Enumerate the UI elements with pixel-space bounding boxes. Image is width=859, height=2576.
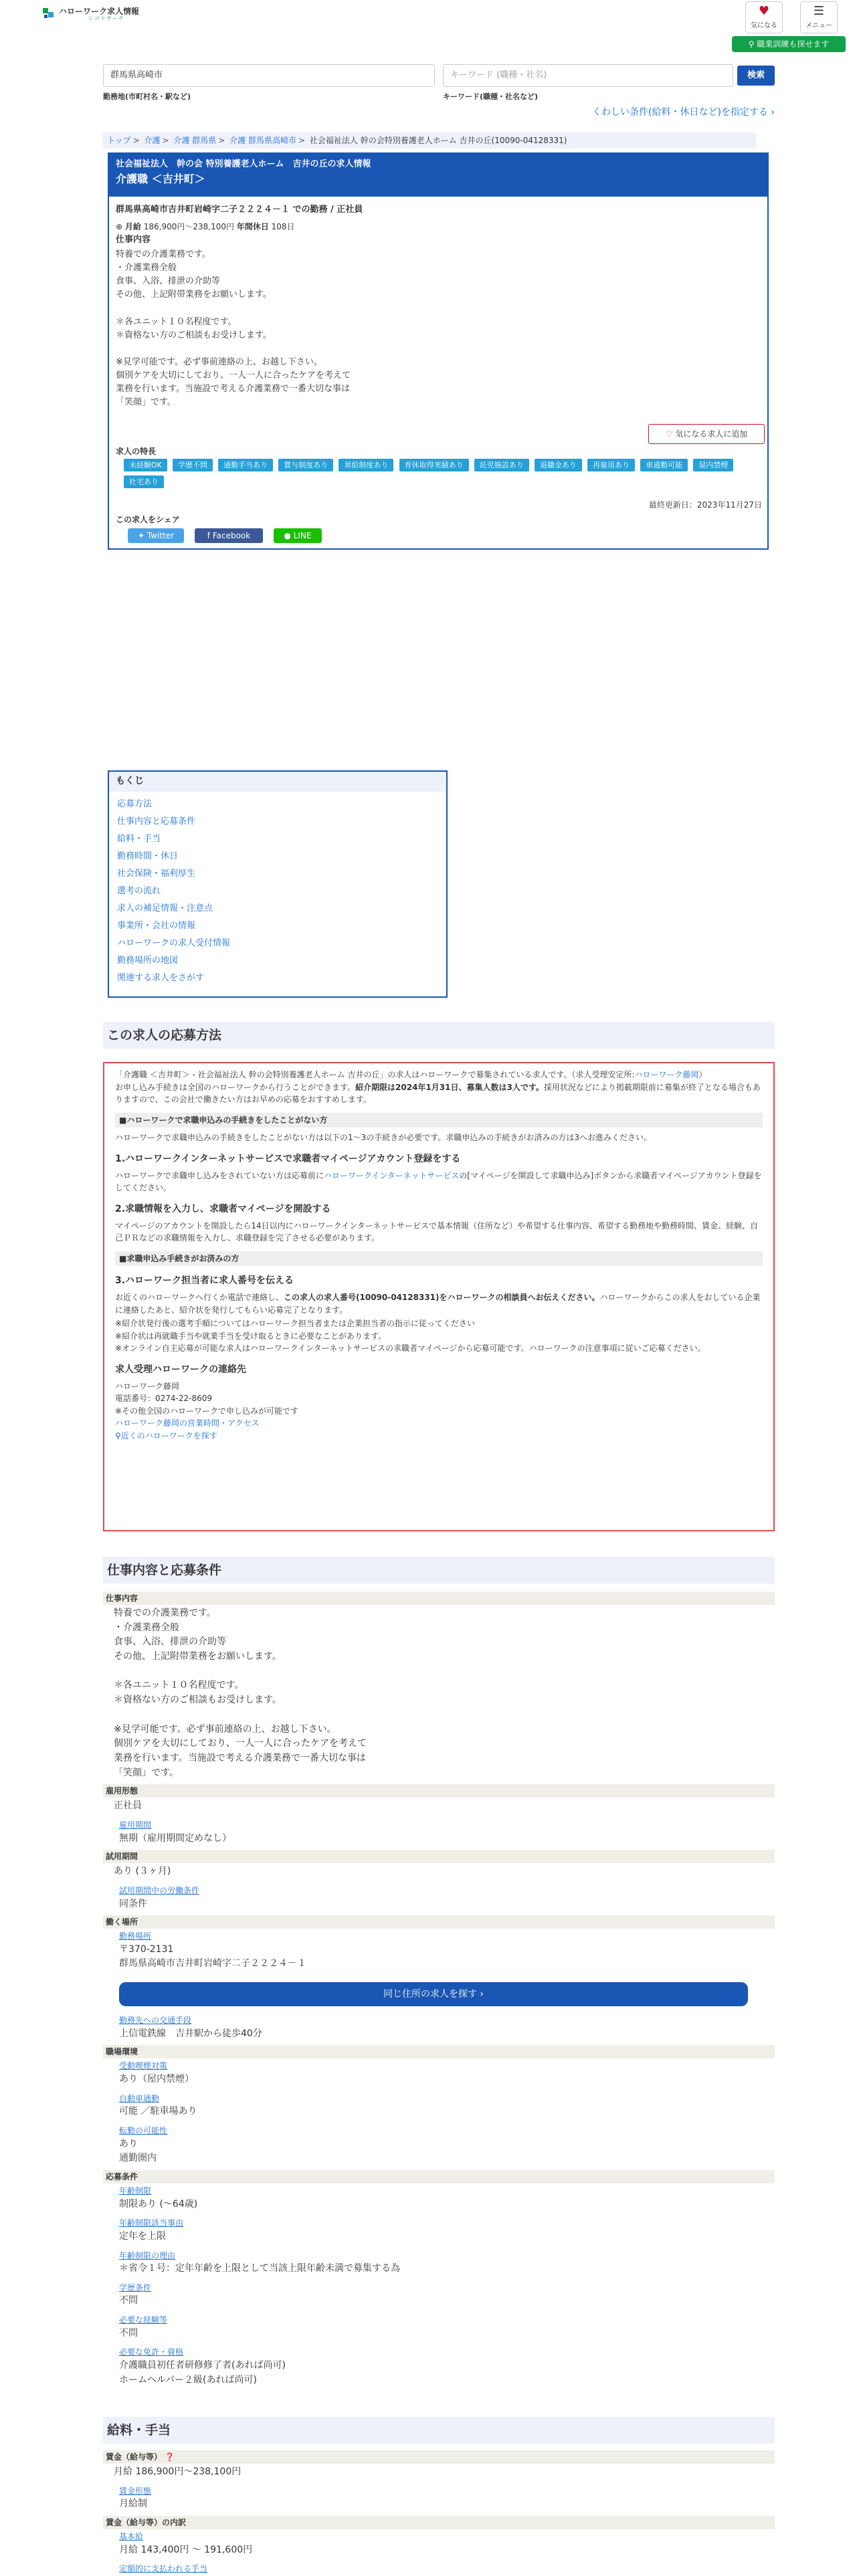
car-commute-value: 可能 ／駐車場あり [119, 2106, 197, 2117]
company-name: 社会福祉法人 幹の会 特別養護老人ホーム 吉井の丘の求人情報 [116, 159, 371, 169]
job-detail [103, 1592, 775, 2391]
magnifier-icon: ⚲ [115, 1431, 121, 1441]
help-icon[interactable]: ❓ [165, 2452, 175, 2462]
site-header [0, 0, 859, 59]
experience-heading: 必要な経験等 [119, 2315, 168, 2325]
same-address-search-button[interactable] [119, 1982, 748, 2006]
share-twitter-label: Twitter [147, 531, 175, 540]
employment-type-value: 正社員 [114, 1800, 142, 1812]
yen-icon: ⊕ [116, 222, 123, 232]
wage-form-heading: 賃金形態 [119, 2486, 152, 2496]
table-of-contents [108, 770, 448, 998]
car-commute-heading: 自動車通勤 [119, 2093, 160, 2103]
apply-intro-text: 「介護職 ＜吉井町＞ - 社会福祉法人 幹の会特別養護老人ホーム 吉井の丘」の求人はハローワークで募集されている求人です。（求人受理安定所: [115, 1070, 635, 1079]
keyword-placeholder: キーワード (職種・社名) [450, 70, 547, 80]
feature-tag[interactable]: 通勤手当あり [218, 459, 273, 471]
nearby-hellowork-link[interactable] [115, 1431, 217, 1440]
step1-text-b: の[マイページを開設して求職申込み]ボタンから求職者マイページアカウント登録をしてください。 [115, 1170, 762, 1193]
location-input[interactable] [103, 64, 435, 87]
apply-intro2c: 採用状況などにより掲載期限前に募集が終了となる場合もありますので、この会社で働きたい方はお早めの応募をおすすめします。 [115, 1082, 761, 1105]
internet-service-link[interactable]: ハローワークインターネットサービス [324, 1170, 460, 1180]
line-icon: ● [284, 531, 294, 540]
apply-intro-end: ） [698, 1070, 707, 1079]
wage-value: 月給 186,900円〜238,100円 [114, 2466, 242, 2477]
vocational-training-button[interactable] [732, 36, 846, 52]
search-button[interactable]: 検索 [737, 66, 775, 86]
salary-section-title: 給料・手当 [103, 2417, 775, 2444]
new-applicant-bar: ■ハローワークで求職申込みの手続きをしたことがない方 [115, 1113, 763, 1128]
workplace-heading: 働く場所 [103, 1915, 775, 1929]
age-reason-heading: 年齢制限該当事由 [119, 2218, 184, 2228]
trial-cond-heading: 試用期間中の労働条件 [119, 1885, 200, 1895]
chevron-right-icon: › [480, 1989, 484, 2000]
location-value: 群馬県高崎市 [110, 70, 163, 80]
toc-item[interactable]: 求人の補足情報・注意点 [117, 903, 213, 914]
toc-item[interactable]: 勤務場所の地図 [117, 955, 179, 966]
license-heading: 必要な免許・資格 [119, 2347, 184, 2357]
base-pay-value: 月給 143,400円 〜 191,600円 [119, 2544, 253, 2555]
job-title: 介護職 ＜吉井町＞ [116, 173, 205, 186]
age-reason2-heading: 年齢制限の理由 [119, 2250, 176, 2260]
salary-line [116, 221, 761, 233]
same-address-search-label: 同じ住所の求人を探す [383, 1989, 477, 2000]
transfer-heading: 転勤の可能性 [119, 2126, 168, 2135]
feature-tag[interactable]: 再雇用あり [587, 459, 635, 471]
apply-section-title: この求人の応募方法 [103, 1022, 775, 1049]
job-description-title: 仕事内容 [116, 234, 151, 245]
age-reason2-value: ＊省令１号：定年年齢を上限として当該上限年齢未満で募集する為 [119, 2263, 400, 2274]
holiday-key: 年間休日 [236, 222, 269, 232]
feature-tag[interactable]: 屋内禁煙 [693, 459, 733, 471]
last-updated: 最終更新日：2023年11月27日 [648, 500, 762, 510]
employment-period-value: 無期（雇用期間定めなし） [119, 1832, 231, 1844]
search-icon: ⚲ [748, 39, 757, 49]
keyword-label: キーワード(職種・社名など) [443, 92, 539, 101]
note-1: ※紹介状発行後の選考手順についてはハローワーク担当者または企業担当者の指示に従ってください [115, 1319, 475, 1329]
salary-value: 186,900円〜238,100円 [143, 222, 234, 232]
site-logo[interactable] [41, 5, 169, 25]
apply-deadline: 紹介期限は2024年1月31日、募集人数は3人です。 [355, 1082, 544, 1092]
feature-tag[interactable]: 昇給制度あり [339, 459, 393, 471]
age-reason-value: 定年を上限 [119, 2230, 166, 2242]
menu-button[interactable] [800, 1, 838, 33]
smoking-heading: 受動喫煙対策 [119, 2061, 168, 2071]
employment-period-heading: 雇用期間 [119, 1820, 152, 1830]
search-area [103, 64, 775, 128]
apply-method-box [103, 1062, 775, 1531]
office-note: ※その他全国のハローワークで申し込みが可能です [115, 1406, 299, 1416]
step3-text-b: ハローワークからこの求人をおしている企業に連絡したあと、紹介状を発行してもらい応募完了となります。 [115, 1293, 761, 1315]
age-value: 制限あり (〜64歳) [119, 2198, 198, 2210]
toc-item[interactable]: 仕事内容と応募条件 [117, 816, 196, 827]
fixed-allowance-heading: 定額的に支払われる手当 [119, 2564, 208, 2574]
note-3: ※オンライン自主応募が可能な求人はハローワークインターネットサービスの求職者マイページから応募可能です。ハローワークの注意事項に従いご応募ください。 [115, 1344, 706, 1354]
job-desc-heading: 仕事内容 [103, 1592, 775, 1605]
heart-outline-icon: ♡ [665, 429, 673, 439]
favorites-label: 気になる [751, 22, 777, 29]
office-heading: 求人受理ハローワークの連絡先 [115, 1364, 246, 1375]
breadcrumb: トップ > 介護 > 介護 群馬県 > 介護 群馬県高崎市 > 社会福祉法人 幹の会特別養護老人ホーム 吉井の丘(10090-04128331) [103, 132, 756, 148]
feature-tag[interactable]: 育休取得実績あり [399, 459, 469, 471]
new-applicant-text: ハローワークで求職申込みの手続きをしたことがない方は以下の1〜3の手続きが必要です。求職申込みの手続きがお済みの方は3へお進みください。 [115, 1133, 652, 1143]
job-description: 特養での介護業務です。 ・介護業務全般 食事、入浴、排泄の介助等 その他、上記附帯業務をお願いします。 ＊各ユニット１０名程度です。 ＊資格ない方のご相談もお受けします。 ※見学可能です。必ず事前連絡の上、お越し下さい。 個別ケアを大切にしており、一人一人に合ったケアを考えて 業務を行います。当施設で考える介護業務で一番大切な事は 「笑顔」です。 [116, 249, 351, 408]
toc-item[interactable]: 給料・手当 [117, 833, 161, 844]
step3-heading: 3.ハローワーク担当者に求人番号を伝える [115, 1275, 294, 1287]
share-twitter-button[interactable] [128, 528, 184, 543]
step1-text-a: ハローワークで求職申し込みをされていない方は応募前に [115, 1170, 324, 1180]
conditions-heading: 応募条件 [103, 2170, 775, 2183]
nearby-hellowork-label: 近くのハローワークを探す [120, 1431, 217, 1441]
smoking-value: あり（屋内禁煙） [119, 2074, 194, 2085]
detail-section-title: 仕事内容と応募条件 [103, 1557, 775, 1584]
share-facebook-label: Facebook [212, 531, 251, 540]
employment-type-heading: 雇用形態 [103, 1784, 775, 1798]
feature-tag[interactable]: 退職金あり [535, 459, 582, 471]
toc-item[interactable]: 選考の流れ [117, 885, 161, 896]
step3-text [115, 1291, 763, 1316]
transfer-value-2: 通勤圏内 [119, 2153, 157, 2164]
step2-text: マイページのアカウントを開設したら14日以内にハローワークインターネットサービスで基本情報（住所など）や希望する仕事内容、希望する勤務地や勤務時間、賃金、経験、自己ＰＲなどの求職情報を入力し、求職登録を完了させる必要があります。 [115, 1220, 758, 1243]
breadcrumb-top[interactable]: トップ [107, 136, 131, 145]
office-tel: 電話番号：0274-22-8609 [115, 1394, 213, 1404]
job-desc-value: 特養での介護業務です。 ・介護業務全般 食事、入浴、排泄の介助等 その他、上記附帯業務をお願いします。 ＊各ユニット１０名程度です。 ＊資格ない方のご相談もお受けします。 ※見学可能です。必ず事前連絡の上、お越し下さい。 個別ケアを大切にしており、一人一人に合ったケアを考えて 業務を行います。当施設で考える介護業務で一番大切な事は 「笑顔」です。 [114, 1608, 367, 1778]
chevron-right-icon: › [771, 107, 775, 118]
license-value-1: 介護職員初任者研修修了者(あれば尚可) [119, 2359, 286, 2371]
share-line-label: LINE [293, 531, 312, 540]
logo-subtitle: シゴトサーチ [88, 15, 124, 21]
share-line-button[interactable] [274, 528, 322, 543]
logo-icon [41, 5, 58, 21]
breadcrumb-takasaki[interactable]: 介護 群馬県高崎市 [229, 136, 296, 145]
feature-tag[interactable]: 託児施設あり [474, 459, 529, 471]
hamburger-icon: ☰ [813, 4, 825, 18]
toc-title: もくじ [109, 772, 446, 792]
environment-heading: 職場環境 [103, 2045, 775, 2058]
add-favorite-button[interactable] [648, 424, 765, 444]
job-summary-card [108, 152, 769, 550]
toc-item[interactable]: ハローワークの求人受付情報 [117, 938, 231, 948]
transfer-value: あり [119, 2138, 138, 2149]
workplace-zip: 〒370-2131 [119, 1943, 174, 1955]
workplace-sub-heading: 勤務場所 [119, 1931, 152, 1941]
work-location-line: 群馬県高崎市吉井町岩崎字二子２２２４－１ での勤務 / 正社員 [116, 205, 363, 215]
holiday-value: 108日 [271, 222, 295, 232]
facebook-icon: f [207, 531, 213, 540]
base-pay-heading: 基本給 [119, 2531, 144, 2541]
menu-label: メニュー [805, 22, 832, 29]
features-title: 求人の特長 [116, 447, 157, 456]
feature-tag[interactable]: 賞与制度あり [278, 459, 333, 471]
apply-intro2a: お申し込み手続きは全国のハローワークから行うことができます。 [115, 1082, 356, 1092]
breadcrumb-kaigo[interactable]: 介護 [144, 136, 161, 145]
trial-heading: 試用期間 [103, 1850, 775, 1863]
step1-heading: 1.ハローワークインターネットサービスで求職者マイページアカウント登録をする [115, 1153, 461, 1164]
add-favorite-label: 気になる求人に追加 [675, 429, 748, 439]
registered-applicant-bar: ■求職申込み手続きがお済みの方 [115, 1251, 763, 1267]
age-heading: 年齢制限 [119, 2185, 152, 2195]
location-label: 勤務地(市町村名・駅など) [103, 92, 191, 101]
vocational-training-label: 職業訓練も探せます [757, 39, 830, 49]
trial-value: あり (３ヶ月) [114, 1866, 171, 1877]
wage-form-value: 月給制 [119, 2498, 147, 2510]
twitter-icon: ✦ [137, 531, 147, 540]
office-access-link[interactable]: ハローワーク藤岡の営業時間・アクセス [115, 1418, 260, 1428]
step2-heading: 2.求職情報を入力し、求職者マイページを開設する [115, 1203, 331, 1214]
hellowork-fujioka-link[interactable]: ハローワーク藤岡 [634, 1070, 699, 1079]
experience-value: 不問 [119, 2327, 138, 2339]
apply-intro [115, 1069, 763, 1106]
workplace-address: 群馬県高崎市吉井町岩崎字二子２２２４－１ [119, 1958, 306, 1969]
wage-heading-label: 賃金（給与等） [106, 2452, 163, 2462]
toc-item[interactable]: 社会保険・福利厚生 [117, 868, 196, 879]
toc-item[interactable]: 応募方法 [117, 798, 153, 809]
heart-icon: ♥ [758, 4, 770, 18]
detailed-conditions-link[interactable] [592, 106, 775, 120]
share-title: この求人をシェア [116, 515, 180, 524]
feature-tags [124, 459, 759, 492]
salary-detail [103, 2450, 775, 2575]
access-value: 上信電鉄線 吉井駅から徒歩40分 [119, 2028, 262, 2039]
salary-key: 月給 [124, 222, 141, 232]
feature-tag[interactable]: 社宅あり [124, 475, 164, 488]
note-2: ※紹介状は再就職手当や就業手当を受け取るときに必要なことがあります。 [115, 1331, 387, 1341]
feature-tag[interactable]: 学歴不問 [173, 459, 213, 471]
logo-title: ハローワーク求人情報 [59, 7, 140, 16]
step3-text-a: お近くのハローワークへ行くか電話で連絡し、 [115, 1293, 284, 1302]
toc-item[interactable]: 事業所・会社の情報 [117, 920, 196, 931]
step1-text [115, 1170, 763, 1194]
toc-item[interactable]: 勤務時間・休日 [117, 851, 179, 861]
feature-tag[interactable]: 車通勤可能 [640, 459, 688, 471]
wage-detail-heading: 賃金（給与等）の内訳 [103, 2516, 775, 2529]
license-value-2: ホームヘルパー２級(あれば尚可) [119, 2374, 257, 2385]
toc-item[interactable]: 関連する求人をさがす [117, 972, 205, 983]
detailed-conditions-label: くわしい条件(給料・休日など)を指定する [592, 107, 768, 118]
job-number-note: この求人の求人番号(10090-04128331)をハローワークの相談員へお伝えください。 [284, 1293, 600, 1302]
favorites-button[interactable] [745, 1, 783, 33]
keyword-input[interactable] [443, 64, 733, 87]
feature-tag[interactable]: 未経験OK [124, 459, 167, 471]
education-value: 不問 [119, 2295, 138, 2306]
job-card-header [109, 154, 767, 197]
education-heading: 学歴条件 [119, 2282, 152, 2292]
office-name: ハローワーク藤岡 [115, 1381, 180, 1391]
wage-heading [103, 2450, 775, 2464]
breadcrumb-current: 社会福祉法人 幹の会特別養護老人ホーム 吉井の丘(10090-04128331) [309, 136, 567, 145]
share-facebook-button[interactable] [195, 528, 263, 543]
access-heading: 勤務先への交通手段 [119, 2016, 192, 2026]
breadcrumb-gunma[interactable]: 介護 群馬県 [173, 136, 217, 145]
trial-cond-value: 同条件 [119, 1898, 147, 1909]
